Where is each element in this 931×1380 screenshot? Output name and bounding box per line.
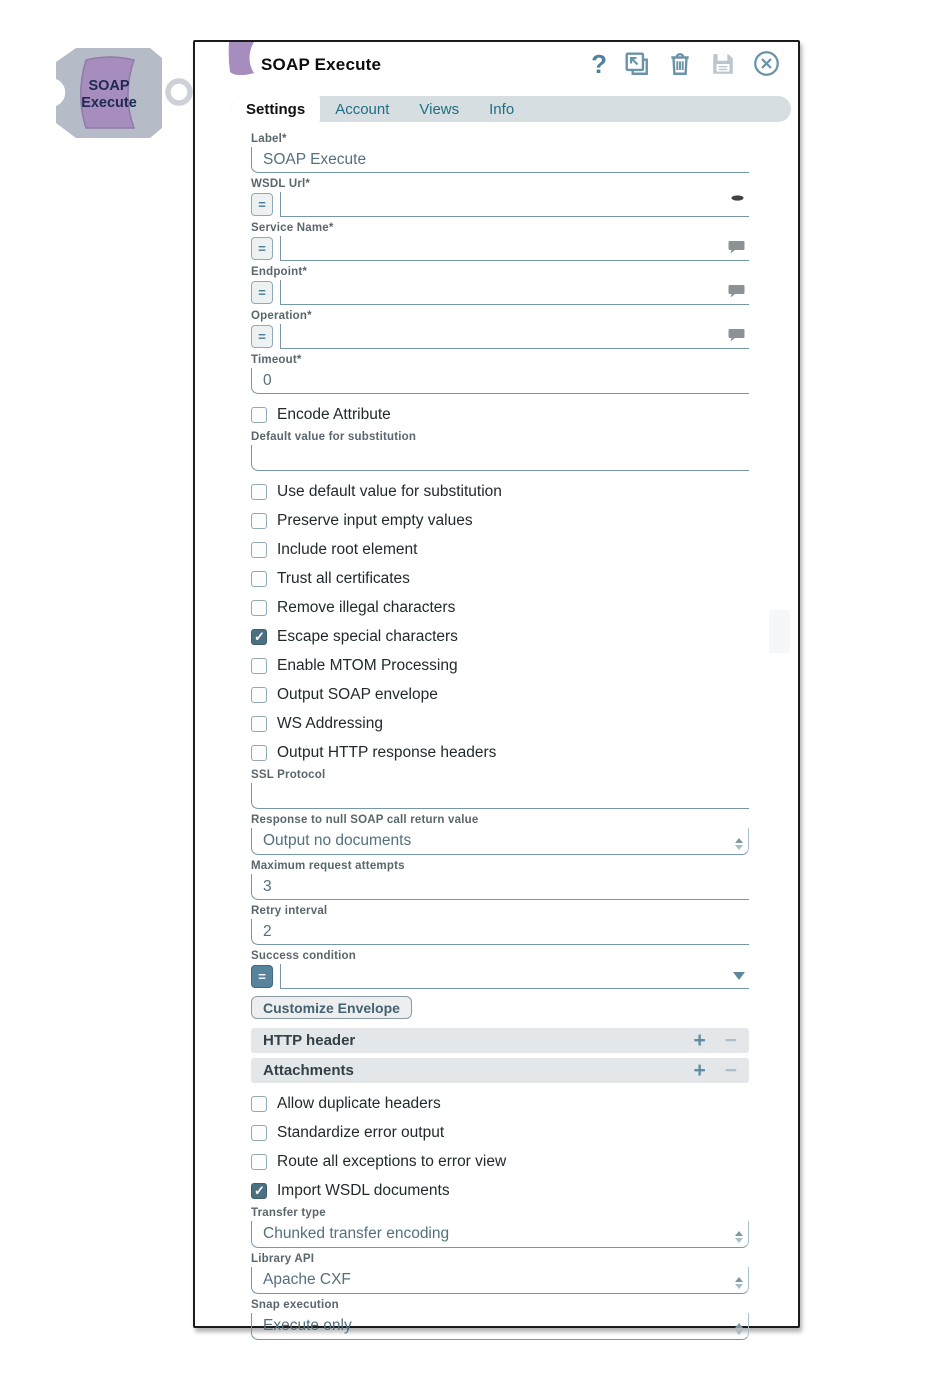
field-operation [251,324,749,349]
ssl-protocol-caption: SSL Protocol [251,769,326,781]
import-wsdl-checkbox[interactable] [251,1183,267,1199]
endpoint-input[interactable] [280,280,749,305]
transfer-type-caption: Transfer type [251,1207,326,1219]
header-toolbar [591,50,780,77]
response-null-caption: Response to null SOAP call return value [251,814,479,826]
ws-addressing-label: WS Addressing [277,714,383,732]
escape-special-checkbox[interactable] [251,629,267,645]
encode-attribute-label: Encode Attribute [277,405,391,423]
soap-execute-snap[interactable] [26,46,202,142]
timeout-caption: Timeout* [251,354,302,366]
enable-mtom-checkbox[interactable] [251,658,267,674]
http-header-section [251,1028,749,1053]
route-exceptions-checkbox[interactable] [251,1154,267,1170]
customize-envelope-button[interactable]: Customize Envelope [251,996,412,1019]
spinner-icon[interactable] [735,1231,743,1243]
operation-caption: Operation* [251,310,312,322]
use-default-label: Use default value for substitution [277,482,502,500]
preserve-empty-checkbox[interactable] [251,513,267,529]
http-header-add-icon[interactable]: + [693,1028,706,1052]
ssl-protocol-input[interactable] [251,783,749,809]
http-header-remove-icon[interactable]: − [724,1028,737,1052]
checkbox-row-include-root [251,541,749,558]
dialog-header [195,42,798,94]
attachments-remove-icon[interactable]: − [724,1058,737,1082]
suggest-bubble-icon[interactable] [728,284,745,299]
timeout-input[interactable]: 0 [251,368,749,394]
field-timeout [251,354,749,394]
spinner-icon[interactable] [735,1277,743,1289]
snap-label-line1: SOAP [88,78,130,94]
suggest-database-icon[interactable] [730,195,745,211]
spinner-icon[interactable] [735,1323,743,1335]
checkbox-row-import-wsdl [251,1182,749,1199]
tab-settings[interactable]: Settings [231,96,320,122]
checkbox-row-output-soap-env [251,686,749,703]
field-response-null [251,814,749,855]
attachments-add-icon[interactable]: + [693,1058,706,1082]
http-header-title: HTTP header [263,1032,356,1049]
default-value-caption: Default value for substitution [251,431,417,443]
success-condition-input[interactable] [280,964,749,989]
route-exceptions-label: Route all exceptions to error view [277,1152,507,1170]
retry-interval-input[interactable]: 2 [251,919,749,945]
tab-views[interactable]: Views [419,100,460,118]
spinner-icon[interactable] [735,838,743,850]
allow-dup-headers-checkbox[interactable] [251,1096,267,1112]
tab-account[interactable]: Account [335,100,390,118]
checkbox-row-use-default [251,483,749,500]
use-default-checkbox[interactable] [251,484,267,500]
wsdl-url-expression-toggle[interactable]: = [251,193,273,216]
allow-dup-headers-label: Allow duplicate headers [277,1094,441,1112]
snap-settings-dialog [193,40,800,1334]
include-root-checkbox[interactable] [251,542,267,558]
save-icon[interactable] [710,51,736,77]
include-root-label: Include root element [277,540,418,558]
expand-icon[interactable] [624,51,650,77]
default-value-input[interactable] [251,445,749,471]
ws-addressing-checkbox[interactable] [251,716,267,732]
attachments-section [251,1058,749,1083]
escape-special-label: Escape special characters [277,627,458,645]
max-attempts-input[interactable]: 3 [251,874,749,900]
trust-certs-label: Trust all certificates [277,569,410,587]
remove-illegal-checkbox[interactable] [251,600,267,616]
enable-mtom-label: Enable MTOM Processing [277,656,458,674]
suggest-bubble-icon[interactable] [728,240,745,255]
field-endpoint [251,280,749,305]
library-api-select[interactable] [251,1267,749,1294]
checkbox-row-trust-certs [251,570,749,587]
remove-illegal-label: Remove illegal characters [277,598,456,616]
standardize-error-checkbox[interactable] [251,1125,267,1141]
tab-info[interactable]: Info [489,100,515,118]
transfer-type-value: Chunked transfer encoding [263,1225,450,1242]
service-name-caption: Service Name* [251,222,334,234]
field-retry-interval [251,905,749,945]
success-condition-caption: Success condition [251,950,357,962]
output-soap-env-checkbox[interactable] [251,687,267,703]
settings-form [195,122,798,1340]
output-http-headers-checkbox[interactable] [251,745,267,761]
checkbox-row-allow-dup-headers [251,1095,749,1112]
output-http-headers-label: Output HTTP response headers [277,743,497,761]
field-ssl-protocol [251,769,749,809]
endpoint-caption: Endpoint* [251,266,308,278]
tab-bar [231,96,791,122]
operation-input[interactable] [280,324,749,349]
encode-attribute-checkbox[interactable] [251,407,267,423]
field-transfer-type [251,1207,749,1248]
endpoint-expression-toggle[interactable]: = [251,281,273,304]
checkbox-row-output-http-headers [251,744,749,761]
checkbox-row-ws-addressing [251,715,749,732]
delete-icon[interactable] [667,51,693,77]
retry-interval-caption: Retry interval [251,905,328,917]
help-icon[interactable]: ? [591,48,607,79]
checkbox-row-route-exceptions [251,1153,749,1170]
library-api-caption: Library API [251,1253,315,1265]
wsdl-url-input[interactable] [280,192,749,217]
dropdown-caret-icon[interactable] [733,972,745,980]
service-name-input[interactable] [280,236,749,261]
close-icon[interactable] [753,50,780,77]
snap-shape-graphic [26,46,202,142]
operation-expression-toggle[interactable]: = [251,325,273,348]
checkbox-row-enable-mtom [251,657,749,674]
field-label [251,133,749,173]
snap-label-line2: Execute [81,95,137,111]
response-null-value: Output no documents [263,832,412,849]
success-condition-expression-toggle[interactable]: = [251,965,273,988]
snap-execution-caption: Snap execution [251,1299,339,1311]
field-max-attempts [251,860,749,900]
output-soap-env-label: Output SOAP envelope [277,685,438,703]
trust-certs-checkbox[interactable] [251,571,267,587]
attachments-title: Attachments [263,1062,354,1079]
field-label-caption: Label* [251,133,287,145]
field-default-value [251,431,749,471]
suggest-bubble-icon[interactable] [728,328,745,343]
checkbox-row-escape-special [251,628,749,645]
library-api-value: Apache CXF [263,1271,351,1288]
dialog-title: SOAP Execute [261,55,382,74]
field-success-condition [251,964,749,989]
checkbox-row-standardize-error [251,1124,749,1141]
service-name-expression-toggle[interactable]: = [251,237,273,260]
scrollbar-thumb[interactable] [769,610,790,653]
snap-execution-select[interactable] [251,1313,749,1340]
snap-execution-value: Execute only [263,1317,352,1334]
snap-icon [227,42,257,75]
field-service-name [251,236,749,261]
max-attempts-caption: Maximum request attempts [251,860,405,872]
transfer-type-select[interactable] [251,1221,749,1248]
field-library-api [251,1253,749,1294]
checkbox-row-remove-illegal [251,599,749,616]
preserve-empty-label: Preserve input empty values [277,511,473,529]
field-snap-execution [251,1299,749,1340]
field-wsdl-url [251,192,749,217]
response-null-select[interactable] [251,828,749,855]
checkbox-row-encode-attribute [251,406,749,423]
wsdl-url-caption: WSDL Url* [251,178,311,190]
checkbox-row-preserve-empty [251,512,749,529]
import-wsdl-label: Import WSDL documents [277,1181,450,1199]
standardize-error-label: Standardize error output [277,1123,445,1141]
output-connector [168,81,190,103]
label-input[interactable]: SOAP Execute [251,147,749,173]
